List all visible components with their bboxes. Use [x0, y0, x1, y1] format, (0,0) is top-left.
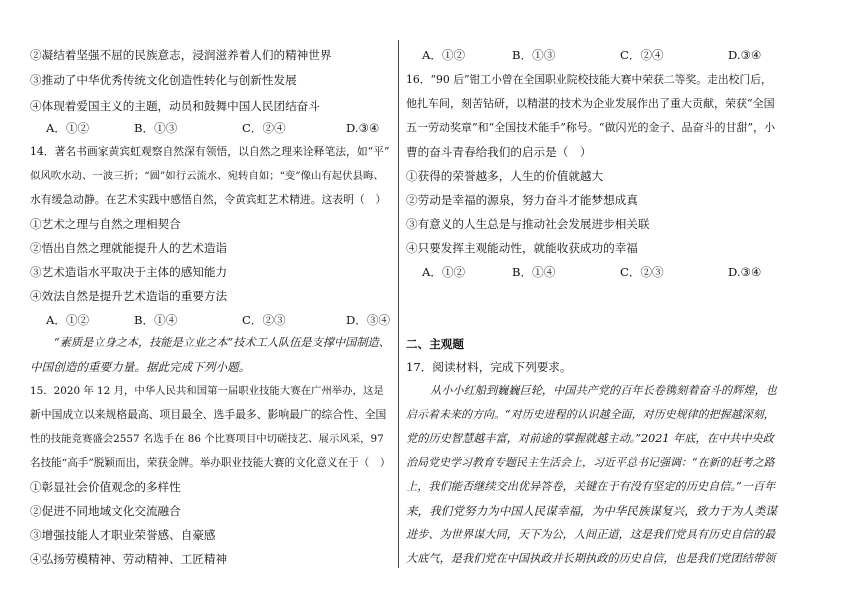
material-line: 启示着未来的方向。“对历史进程的认识越全面，对历史规律的把握越深刻，: [406, 408, 775, 421]
q14-option-item-1: ①艺术之理与自然之理相契合: [30, 217, 181, 231]
q13-option-item-3: ③推动了中华优秀传统文化创造性转化与创新性发展: [30, 73, 297, 87]
choice-b[interactable]: B．①④: [512, 265, 556, 279]
choice-d[interactable]: D．③④: [346, 313, 391, 327]
q13-choices: [30, 120, 390, 136]
material-line: 治局党史学习教育专题民主生活会上，习近平总书记强调：“在新的赶考之路: [406, 456, 775, 469]
q14-choices: [30, 312, 390, 328]
q14-option-item-2: ②悟出自然之理就能提升人的艺术造诣: [30, 241, 228, 255]
q16-choices: [406, 264, 778, 280]
choice-b[interactable]: B．①④: [134, 313, 178, 327]
q15-stem-line: 15．2020 年 12 月，中华人民共和国第一届职业技能大赛在广州举办，这是: [30, 385, 384, 397]
choice-d[interactable]: D.③④: [728, 48, 762, 62]
q15-choices: [406, 47, 778, 63]
material-line: 从小小红船到巍巍巨轮，中国共产党的百年长卷镌刻着奋斗的辉煌，也: [430, 384, 777, 397]
material-line: 党的历史智慧越丰富，对前途的掌握就越主动。”2021 年底，在中共中央政: [406, 432, 774, 445]
choice-b[interactable]: B．①③: [512, 48, 556, 62]
q15-option-item-2: ②促进不同地域文化交流融合: [30, 504, 181, 518]
q16-option-item-1: ①获得的荣誉越多，人生的价值就越大: [406, 169, 604, 183]
choice-b[interactable]: B．①③: [134, 121, 178, 135]
choice-a[interactable]: A．①②: [422, 48, 466, 62]
choice-a[interactable]: A．①②: [46, 313, 90, 327]
q16-option-item-4: ④只要发挥主观能动性，就能收获成功的幸福: [406, 241, 638, 255]
choice-d[interactable]: D.③④: [346, 121, 380, 135]
q16-stem-line: 他扎车间，刻苦钻研，以精湛的技术为企业发展作出了重大贡献，荣获“全国: [406, 97, 775, 110]
q15-stem-line: 名技能“高手”脱颖而出，荣获金牌。举办职业技能大赛的文化意义在于（ ）: [30, 457, 391, 469]
choice-c[interactable]: C．②④: [620, 48, 664, 62]
q14-stem-line: 水有缓急动静。在艺术实践中感悟自然，令黄宾虹艺术精进。这表明（ ）: [30, 193, 387, 206]
q15-option-item-4: ④弘扬劳模精神、劳动精神、工匠精神: [30, 552, 228, 566]
q13-option-item-4: ④体现着爱国主义的主题，动员和鼓舞中国人民团结奋斗: [30, 99, 320, 113]
material-line: 上，我们能否继续交出优异答卷，关键在于有没有坚定的历史自信。”一百年: [406, 480, 776, 493]
q14-stem-line: 14．著名书画家黄宾虹观察自然深有领悟，以自然之理来诠释笔法，如“平”: [30, 145, 390, 158]
choice-d[interactable]: D.③④: [728, 265, 762, 279]
q16-option-item-3: ③有意义的人生总是与推动社会发展进步相关联: [406, 217, 650, 231]
choice-a[interactable]: A．①②: [46, 121, 90, 135]
intro-line: 中国创造的重要力量。据此完成下列小题。: [30, 360, 251, 374]
choice-c[interactable]: C．②③: [242, 313, 286, 327]
choice-c[interactable]: C．②③: [620, 265, 664, 279]
q15-option-item-3: ③增强技能人才职业荣誉感、自豪感: [30, 528, 216, 542]
q16-option-item-2: ②劳动是幸福的源泉，努力奋斗才能梦想成真: [406, 193, 638, 207]
choice-c[interactable]: C．②④: [242, 121, 286, 135]
q16-stem-line: 五一劳动奖章”和“全国技术能手”称号。“做闪光的金子、品奋斗的甘甜”，小: [406, 121, 776, 134]
intro-line: “素质是立身之本，技能是立业之本”技术工人队伍是支撑中国制造、: [54, 336, 390, 349]
q15-stem-line: 新中国成立以来规格最高、项目最全、选手最多、影响最广的综合性、全国: [30, 408, 387, 421]
q15-stem-line: 性的技能竞赛盛会2557 名选手在 86 个比赛项目中切磋技艺、展示风采，97: [30, 433, 384, 445]
material-line: 进步、为世界谋大同，天下为公，人间正道，这是我们党具有历史自信的最: [406, 528, 776, 541]
section-title: 二、主观题: [406, 337, 464, 351]
q16-stem-line: 曹的奋斗青春给我们的启示是（ ）: [406, 145, 592, 159]
choice-a[interactable]: A．①②: [422, 265, 466, 279]
q13-option-item-2: ②凝结着坚强不屈的民族意志，浸润滋养着人们的精神世界: [30, 48, 332, 62]
column-divider: [398, 40, 399, 568]
q16-stem-line: 16．“90 后”钳工小曾在全国职业院校技能大赛中荣获二等奖。走出校门后，: [406, 73, 772, 86]
q17-stem: 17．阅读材料，完成下列要求。: [406, 360, 572, 374]
q14-stem-line: 似风吹水动、一波三折；“圆”如行云流水、宛转自如；“变”像山有起伏县晦、: [30, 170, 384, 182]
q14-option-item-3: ③艺术造诣水平取决于主体的感知能力: [30, 265, 228, 279]
q15-option-item-1: ①彰显社会价值观念的多样性: [30, 480, 181, 494]
q14-option-item-4: ④效法自然是提升艺术造诣的重要方法: [30, 289, 228, 303]
material-line: 来，我们党努力为中国人民谋幸福，为中华民族谋复兴，致力于为人类谋: [406, 504, 778, 518]
material-line: 大底气，是我们党在中国执政并长期执政的历史自信，也是我们党团结带领: [406, 552, 776, 565]
